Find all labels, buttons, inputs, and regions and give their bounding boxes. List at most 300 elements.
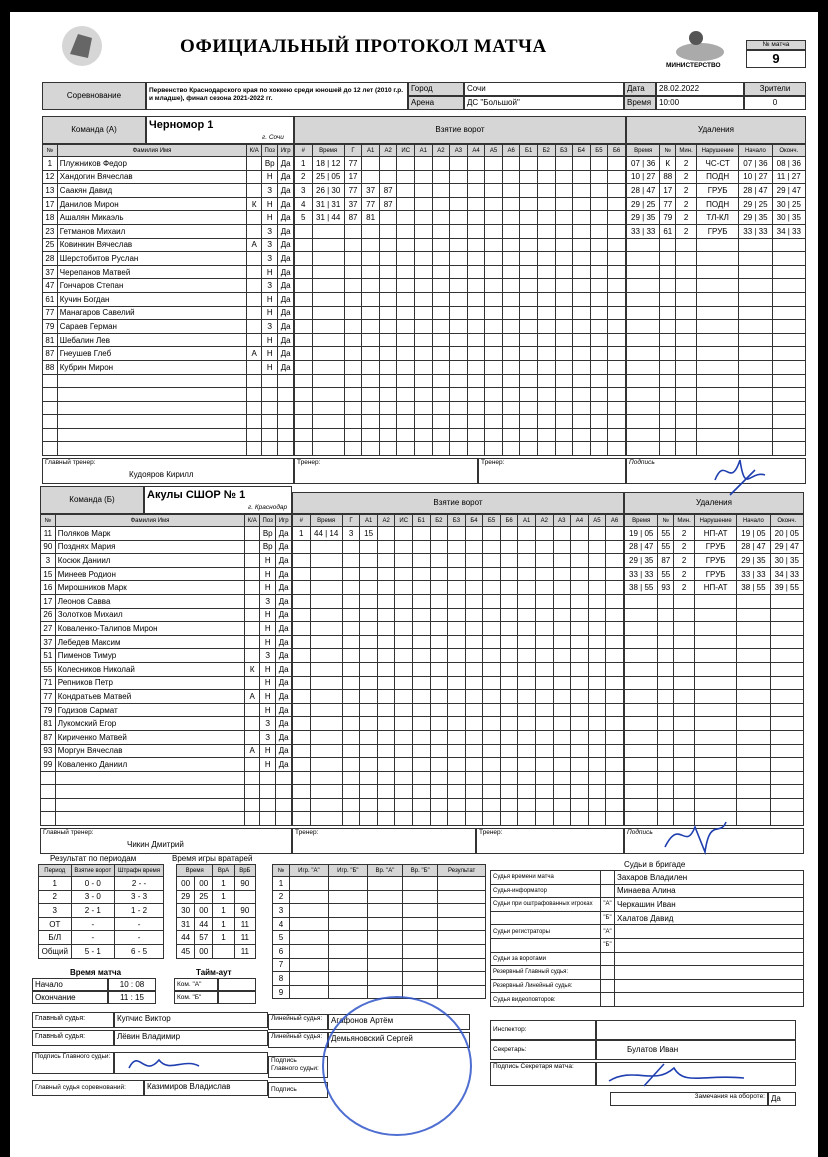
goal-cell (555, 184, 573, 198)
shootout-cell (328, 890, 367, 904)
player-position (262, 401, 278, 415)
goal-cell (573, 184, 591, 198)
goals-header-cell: Б6 (500, 515, 518, 527)
penalty-cell (695, 717, 737, 731)
goal-cell (295, 415, 313, 429)
goals-header-cell: А2 (535, 515, 553, 527)
player-name (57, 442, 247, 456)
team-b-coach-box (40, 828, 292, 854)
goal-time (310, 662, 342, 676)
official-name: Захаров Владилен (615, 871, 804, 885)
penalty-row (627, 252, 806, 266)
penalty-cell: 88 (660, 170, 676, 184)
goal-cell (608, 157, 626, 171)
penalty-cell (674, 717, 695, 731)
table-row (43, 238, 294, 252)
goal-row (295, 184, 626, 198)
goal-cell (571, 771, 589, 785)
goal-cell (590, 184, 608, 198)
goal-cell (590, 388, 608, 402)
official-row (491, 911, 804, 925)
player-name: Косюк Даниил (55, 554, 245, 568)
penalty-cell: 2 (676, 224, 697, 238)
table-row (41, 744, 292, 758)
player-plays (278, 401, 294, 415)
goal-cell (608, 347, 626, 361)
goal-cell (553, 812, 571, 826)
penalty-cell (676, 279, 697, 293)
goal-row (293, 662, 624, 676)
penalty-cell (695, 703, 737, 717)
goal-cell (413, 785, 431, 799)
player-position (262, 442, 278, 456)
goal-cell (606, 758, 624, 772)
player-number: 88 (43, 360, 58, 374)
table-row (41, 554, 292, 568)
table-row (41, 649, 292, 663)
penalty-header-cell: Время (625, 515, 658, 527)
table-row (43, 374, 294, 388)
goal-cell (413, 758, 431, 772)
official-role: Резервный Главный судья: (491, 966, 601, 980)
goal-cell (553, 662, 571, 676)
penalty-cell (770, 744, 803, 758)
goal-cell (502, 320, 520, 334)
goal-cell (553, 649, 571, 663)
goal-cell (502, 428, 520, 442)
goal-cell (571, 785, 589, 799)
player-plays (278, 428, 294, 442)
penalty-cell (674, 798, 695, 812)
goal-cell (606, 608, 624, 622)
goal-cell (395, 676, 413, 690)
table-row (41, 771, 292, 785)
document-title: ОФИЦИАЛЬНЫЙ ПРОТОКОЛ МАТЧА (180, 36, 547, 57)
goal-cell (555, 428, 573, 442)
period-row (39, 917, 164, 931)
goal-cell (537, 238, 555, 252)
penalty-cell: К (660, 157, 676, 171)
goal-cell (360, 649, 378, 663)
goal-cell (553, 758, 571, 772)
goal-cell (360, 758, 378, 772)
goal-cell (450, 428, 468, 442)
goal-cell (397, 292, 415, 306)
penalty-cell (739, 306, 772, 320)
goal-cell: 3 (295, 184, 313, 198)
team-a-roster (42, 144, 294, 456)
secretary-label: Секретарь: (490, 1040, 596, 1060)
goal-cell (500, 581, 518, 595)
goal-cell (520, 238, 538, 252)
goal-cell (293, 649, 311, 663)
player-role (247, 184, 262, 198)
goal-cell (537, 360, 555, 374)
penalty-cell (737, 771, 770, 785)
goal-cell (571, 554, 589, 568)
goal-cell (293, 608, 311, 622)
goal-cell (518, 622, 536, 636)
goal-cell (413, 703, 431, 717)
goal-cell (571, 690, 589, 704)
goal-cell (430, 594, 448, 608)
goal-row (293, 785, 624, 799)
player-position (260, 812, 276, 826)
goal-cell (485, 401, 503, 415)
goal-cell (537, 265, 555, 279)
player-position: Н (262, 347, 278, 361)
goals-header-cell: А6 (606, 515, 624, 527)
goal-cell (413, 798, 431, 812)
period-cell: 5 - 1 (71, 944, 115, 958)
player-plays: Да (276, 730, 292, 744)
goal-cell (395, 594, 413, 608)
timeout-a: Ком. "А" (174, 978, 218, 991)
goal-cell (342, 771, 360, 785)
table-row (43, 279, 294, 293)
player-position: Н (260, 703, 276, 717)
goal-cell (485, 442, 503, 456)
shootout-number: 4 (273, 917, 290, 931)
shootout-cell (328, 972, 367, 986)
goal-cell (590, 265, 608, 279)
penalty-row (625, 635, 804, 649)
penalty-row (625, 717, 804, 731)
shootout-cell (289, 904, 328, 918)
player-plays: Да (276, 744, 292, 758)
goal-cell (588, 771, 606, 785)
penalty-cell (695, 635, 737, 649)
goal-cell (483, 581, 501, 595)
goal-cell (483, 703, 501, 717)
goal-cell (362, 224, 380, 238)
goal-row (295, 442, 626, 456)
goal-time (312, 428, 344, 442)
goal-cell (344, 388, 362, 402)
player-plays: Да (276, 649, 292, 663)
penalty-row (627, 197, 806, 211)
goal-cell (573, 238, 591, 252)
goal-cell (590, 306, 608, 320)
goal-cell (465, 662, 483, 676)
penalty-cell (625, 662, 658, 676)
table-row (43, 265, 294, 279)
penalty-cell: НП-АТ (695, 581, 737, 595)
player-number (41, 771, 56, 785)
goal-cell (362, 401, 380, 415)
goal-cell (502, 415, 520, 429)
shootout-number: 5 (273, 931, 290, 945)
goal-cell (590, 292, 608, 306)
shootout-cell (438, 904, 486, 918)
goal-cell (293, 785, 311, 799)
shootout-number: 9 (273, 985, 290, 999)
goal-cell (537, 306, 555, 320)
goalie-header-cell: ВрА (213, 865, 234, 877)
goal-cell (571, 662, 589, 676)
goal-cell (395, 581, 413, 595)
penalty-cell (658, 785, 674, 799)
penalty-row (627, 320, 806, 334)
penalty-cell (625, 785, 658, 799)
goal-cell (432, 184, 450, 198)
goal-cell (415, 360, 433, 374)
goal-cell (518, 608, 536, 622)
penalty-cell: ГРУБ (695, 554, 737, 568)
player-role: А (245, 690, 260, 704)
goal-cell (520, 184, 538, 198)
penalty-cell (625, 744, 658, 758)
goal-cell (448, 703, 466, 717)
player-role: А (245, 744, 260, 758)
official-side: "Б" (601, 938, 615, 952)
goalie-row (177, 931, 256, 945)
goal-cell (448, 608, 466, 622)
penalty-cell (660, 292, 676, 306)
goals-header-cell: А2 (432, 145, 450, 157)
goal-cell (608, 401, 626, 415)
goal-cell (395, 690, 413, 704)
goals-header-cell: А2 (379, 145, 397, 157)
shootout-cell (403, 877, 438, 891)
goal-cell (588, 594, 606, 608)
goal-cell (360, 581, 378, 595)
goals-header-cell: А1 (360, 515, 378, 527)
goal-cell (518, 785, 536, 799)
date: 28.02.2022 (656, 82, 744, 96)
player-role (245, 785, 260, 799)
player-role (247, 415, 262, 429)
penalty-row (625, 622, 804, 636)
penalty-row (625, 581, 804, 595)
penalty-cell: 28 | 47 (739, 184, 772, 198)
goal-cell (571, 567, 589, 581)
table-row (41, 717, 292, 731)
goal-cell (520, 279, 538, 293)
goal-cell (483, 540, 501, 554)
shootout-number: 8 (273, 972, 290, 986)
player-number: 26 (41, 608, 56, 622)
player-plays: Да (278, 306, 294, 320)
player-role: К (245, 662, 260, 676)
goal-cell (555, 415, 573, 429)
goal-cell (465, 758, 483, 772)
goals-header-cell: Б6 (608, 145, 626, 157)
goal-cell (500, 540, 518, 554)
player-plays: Да (278, 211, 294, 225)
goal-cell (520, 306, 538, 320)
goal-cell (342, 730, 360, 744)
goal-cell (553, 594, 571, 608)
goal-cell (360, 771, 378, 785)
goal-cell (413, 717, 431, 731)
goal-row (293, 649, 624, 663)
player-number: 90 (41, 540, 56, 554)
goal-cell (360, 730, 378, 744)
goal-cell (377, 771, 395, 785)
player-position: Н (262, 170, 278, 184)
goals-header-cell: А4 (571, 515, 589, 527)
goal-cell (395, 717, 413, 731)
goal-cell (590, 252, 608, 266)
goal-cell (571, 744, 589, 758)
goal-time: 31 | 31 (312, 197, 344, 211)
goal-cell (553, 527, 571, 541)
player-position: З (260, 649, 276, 663)
player-position: Н (262, 360, 278, 374)
goal-cell (379, 238, 397, 252)
goal-cell (590, 401, 608, 415)
player-plays: Да (276, 635, 292, 649)
goal-cell (500, 690, 518, 704)
player-number (43, 442, 58, 456)
player-number: 18 (43, 211, 58, 225)
goal-cell (520, 428, 538, 442)
goalie-row (177, 904, 256, 918)
penalty-cell (770, 690, 803, 704)
penalty-cell (737, 703, 770, 717)
goal-cell (342, 554, 360, 568)
penalty-cell (658, 730, 674, 744)
penalty-cell (627, 388, 660, 402)
player-name: Коваленко-Талипов Мирон (55, 622, 245, 636)
goal-cell (397, 320, 415, 334)
goal-cell (344, 428, 362, 442)
goal-cell (555, 197, 573, 211)
goal-cell (465, 730, 483, 744)
goal-cell (430, 622, 448, 636)
goal-time (310, 649, 342, 663)
official-row (491, 871, 804, 885)
goal-cell (430, 676, 448, 690)
goal-cell (397, 333, 415, 347)
goals-header-cell: А6 (502, 145, 520, 157)
player-number: 99 (41, 758, 56, 772)
sign-secretary-label: Подпись Секретаря матча: (490, 1062, 596, 1086)
table-row (43, 401, 294, 415)
goal-cell (342, 785, 360, 799)
player-position: Н (260, 676, 276, 690)
player-plays: Да (278, 170, 294, 184)
goal-cell (413, 649, 431, 663)
shootout-cell (403, 917, 438, 931)
penalty-cell (627, 265, 660, 279)
goal-cell (571, 635, 589, 649)
penalty-cell (660, 238, 676, 252)
penalty-cell (772, 292, 805, 306)
penalty-cell (770, 662, 803, 676)
goal-cell (342, 608, 360, 622)
goal-cell (362, 252, 380, 266)
player-name (55, 798, 245, 812)
goal-cell (295, 401, 313, 415)
table-row (43, 184, 294, 198)
goal-cell (377, 594, 395, 608)
goal-cell (571, 581, 589, 595)
player-plays: Да (278, 320, 294, 334)
goalie-cell: 30 (177, 904, 195, 918)
goal-cell (467, 428, 485, 442)
player-role (245, 608, 260, 622)
goal-row (295, 279, 626, 293)
goal-cell (483, 567, 501, 581)
penalty-cell (660, 265, 676, 279)
goalie-cell: 44 (177, 931, 195, 945)
goals-header-cell: Б5 (590, 145, 608, 157)
goal-cell (293, 635, 311, 649)
goal-cell (397, 279, 415, 293)
goal-cell (518, 690, 536, 704)
goal-cell (606, 662, 624, 676)
penalty-cell (697, 292, 739, 306)
goals-header-cell: А2 (377, 515, 395, 527)
penalty-cell (627, 374, 660, 388)
goal-cell (485, 388, 503, 402)
goal-cell: 2 (295, 170, 313, 184)
player-plays: Да (278, 238, 294, 252)
goal-cell (430, 662, 448, 676)
goal-cell (606, 622, 624, 636)
goal-cell (377, 581, 395, 595)
goal-cell (432, 442, 450, 456)
period-cell: 2 - - (115, 877, 164, 891)
goal-cell (465, 527, 483, 541)
goal-cell (535, 744, 553, 758)
goal-cell (608, 238, 626, 252)
goal-cell (450, 279, 468, 293)
goal-cell (555, 157, 573, 171)
player-name: Кубрин Мирон (57, 360, 247, 374)
shootout-cell (438, 944, 486, 958)
official-side (601, 979, 615, 993)
goal-time (310, 608, 342, 622)
penalty-cell (772, 306, 805, 320)
goal-cell (608, 224, 626, 238)
table-row (43, 333, 294, 347)
goal-cell (344, 333, 362, 347)
goal-cell (293, 812, 311, 826)
goal-cell (432, 333, 450, 347)
goals-header-cell: Б3 (555, 145, 573, 157)
goal-time (310, 730, 342, 744)
goal-cell (590, 347, 608, 361)
goal-cell (465, 744, 483, 758)
penalty-cell (695, 649, 737, 663)
goal-cell (535, 608, 553, 622)
goal-cell (344, 224, 362, 238)
goal-cell (360, 744, 378, 758)
timeout-title: Тайм-аут (196, 968, 232, 977)
penalty-cell: ГРУБ (695, 540, 737, 554)
goal-cell (344, 401, 362, 415)
goal-cell (588, 798, 606, 812)
penalty-cell (676, 428, 697, 442)
penalty-cell (770, 771, 803, 785)
penalty-cell (695, 676, 737, 690)
goal-cell (483, 730, 501, 744)
table-row (43, 347, 294, 361)
goal-cell (432, 279, 450, 293)
goal-cell (535, 798, 553, 812)
penalty-cell (772, 320, 805, 334)
goal-cell (413, 690, 431, 704)
goal-time (312, 320, 344, 334)
table-row (41, 540, 292, 554)
player-number: 23 (43, 224, 58, 238)
goal-cell (415, 197, 433, 211)
player-plays: Да (278, 224, 294, 238)
goal-cell (590, 428, 608, 442)
